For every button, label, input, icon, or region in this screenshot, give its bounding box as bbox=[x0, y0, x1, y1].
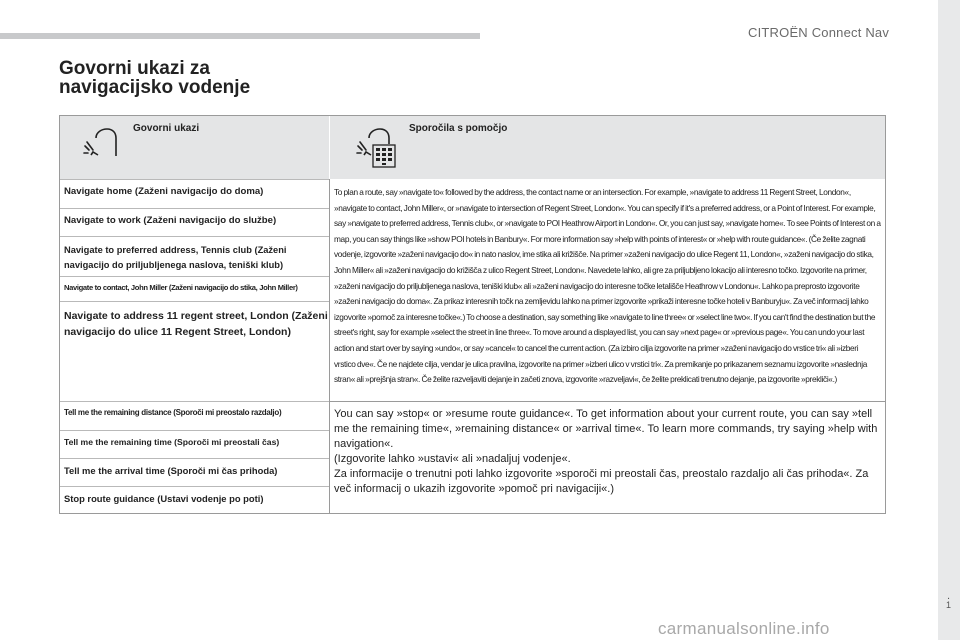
page-number: 1 bbox=[945, 600, 951, 610]
page-title-line1: Govorni ukazi za bbox=[59, 58, 210, 79]
help-guidance-text: You can say »stop« or »resume route guidance«. To get information about your current route, you can say »tell me the remaining time«, »remaining distance« or »arrival time«. To learn more commands, try saying »help with navigation«. (Izgovorite lahko »ustavi« ali »nadaljuj vodenje«. Za informacije o trenutni poti lahko izgovorite »sporoči mi preostali čas, preostalo razdaljo ali čas prihoda«. Za več informacij o ukazih izgovorite »pomoč pri navigaciji«.) bbox=[334, 408, 878, 495]
col1-header: Govorni ukazi bbox=[133, 123, 200, 134]
page-title bbox=[59, 59, 250, 97]
voice-commands-table bbox=[59, 115, 886, 514]
watermark: carmanualsonline.info bbox=[658, 619, 830, 638]
command-navigate-preferred: Navigate to preferred address, Tennis club (Zaženi navigacijo do priljubljenega naslova, teniški klub) bbox=[60, 236, 329, 276]
voice-help-keypad-icon bbox=[355, 126, 399, 170]
command-navigate-home: Navigate home (Zaženi navigacijo do doma) bbox=[60, 179, 329, 208]
help-navigation-text: To plan a route, say »navigate to« followed by the address, the contact name or an intersection. For example, »navigate to address 11 Regent Street, London«, »navigate to contact, John Miller«, or »navigate to intersection of Regent Street, London«. You can specify if it's a preferred address, or a Point of Interest. For example, say »navigate to preferred address, Tennis club«, or »navigate to POI Heathrow Airport in London«. Or, you can just say, »navigate home«. To see Points of Interest on a map, you can say things like »show POI hotels in Banbury«. For more information say »help with points of interest« or »help with route guidance«. (Če želite zagnati vodenje, izgovorite »zaženi navigacijo do« in nato naslov, ime stika ali križišče. Na primer »zaženi navigacijo do ulice Regent 11, London«, »zaženi navigacijo do stika, John Miller« ali »zaženi navigacijo do križišča z ulico Regent Street, London«. Navedete lahko, ali gre za priljubljeno lokacijo ali interesno točko. Izgovorite na primer, »zaženi navigacijo do priljubljenega naslova, teniški klub« ali »zaženi navigacijo do interesne točke letališče Heathrow v Londonu«. Lahko pa preprosto izgovorite »zaženi navigacijo do doma«. Za prikaz interesnih točk na zemljevidu lahko na primer izgovorite »prikaži interesne točke hoteli v Banburyju«. Za več informacij lahko izgovorite »pomoč za interesne točke«.) To choose a destination, say something like »navigate to line three« or »select line two«. If you can't find the destination but the street's right, say for example »select the street in line three«. To move around a displayed list, you can say »next page« or »previous page«. You can undo your last action and start over by saying »undo«, or say »cancel« to cancel the current action. (Za izbiro cilja izgovorite na primer »zaženi navigacijo do vrstice tri« ali »izberi vrstico dve«. Če ne najdete cilja, vendar je ulica pravilna, izgovorite na primer »izberi ulico v vrstici tri«. Za premikanje po prikazanem seznamu izgovorite »naslednja stran« ali »prejšnja stran«. Če želite razveljaviti dejanje in začeti znova, izgovorite »razveljavi«, če želite preklicati trenutno dejanje, pa izgovorite »prekliči«.) bbox=[334, 187, 881, 385]
header-bar bbox=[0, 33, 480, 39]
command-navigate-address: Navigate to address 11 regent street, London (Zaženi navigacijo do ulice 11 Regent Street, London) bbox=[60, 301, 329, 401]
command-navigate-work: Navigate to work (Zaženi navigacijo do službe) bbox=[60, 208, 329, 236]
brand-label: CITROËN Connect Nav bbox=[748, 25, 890, 40]
command-stop-guidance: Stop route guidance (Ustavi vodenje po poti) bbox=[60, 486, 329, 513]
table-header bbox=[60, 116, 885, 179]
page-title-line2: navigacijsko vodenje bbox=[59, 77, 251, 98]
voice-command-icon bbox=[82, 126, 118, 162]
command-navigate-contact: Navigate to contact, John Miller (Zaženi navigacijo do stika, John Miller) bbox=[60, 276, 329, 301]
side-mark: . bbox=[946, 590, 950, 602]
col2-header: Sporočila s pomočjo bbox=[409, 123, 508, 134]
command-remaining-time: Tell me the remaining time (Sporoči mi preostali čas) bbox=[60, 430, 329, 458]
command-arrival-time: Tell me the arrival time (Sporoči mi čas prihoda) bbox=[60, 458, 329, 486]
page-side-tab bbox=[938, 0, 960, 640]
command-remaining-distance: Tell me the remaining distance (Sporoči mi preostalo razdaljo) bbox=[60, 401, 329, 430]
